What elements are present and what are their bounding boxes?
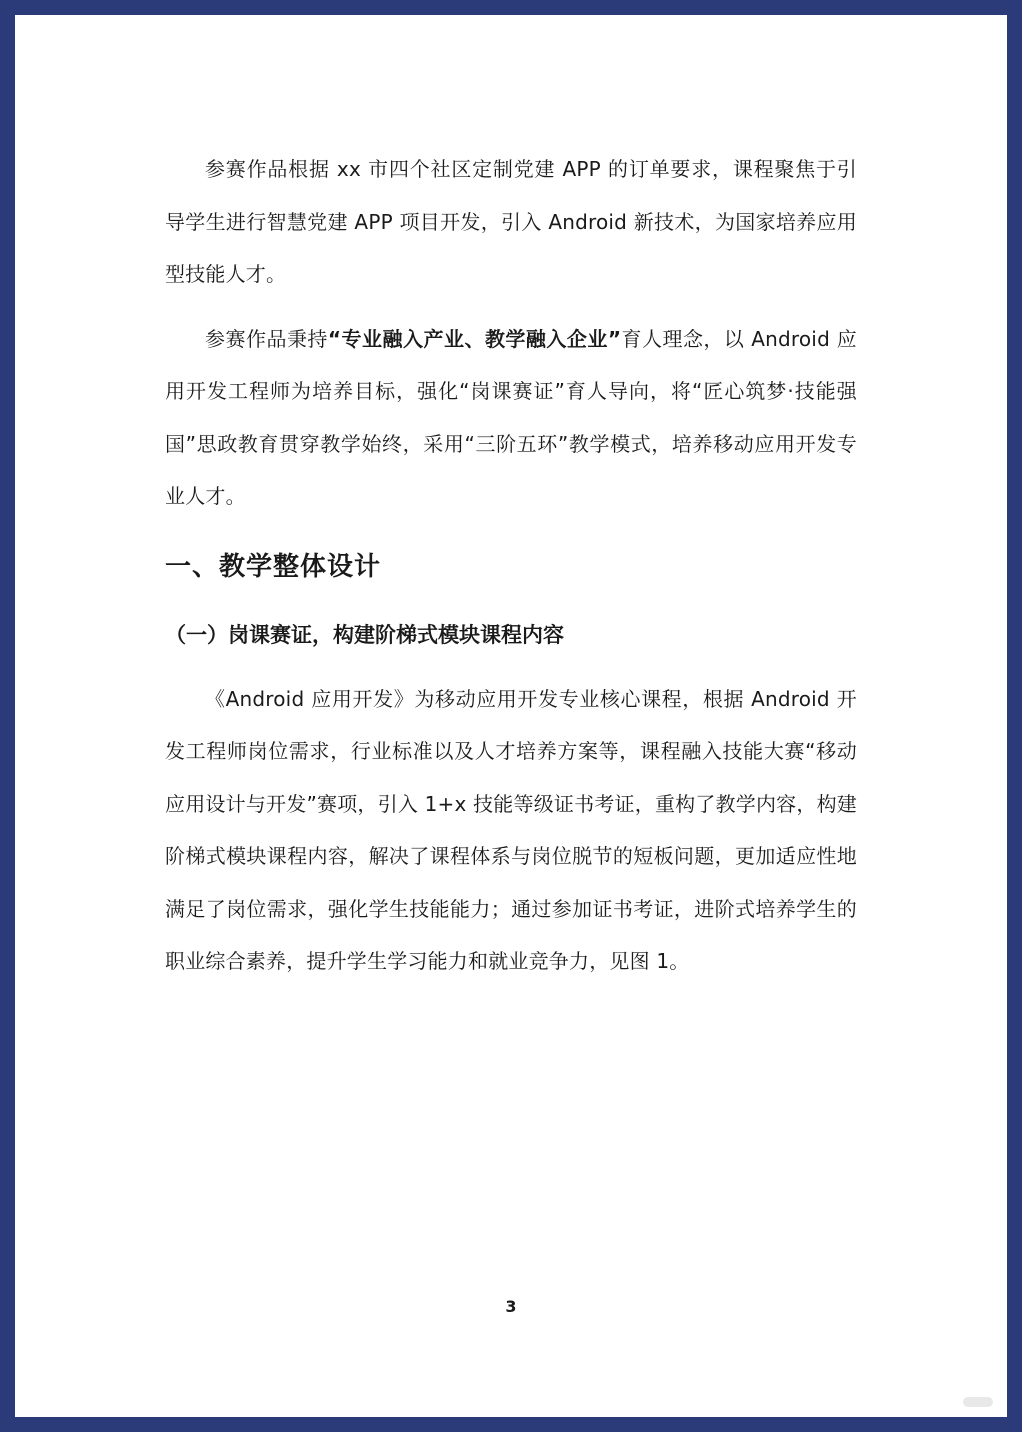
philosophy-rest-text: 育人理念，以 Android 应用开发工程师为培养目标，强化“岗课赛证”育人导向，将“匠心筑梦·技能强国”思政教育贯穿教学始终，采用“三阶五环”教学模式，培养移动应用开发专业人才。: [165, 326, 858, 508]
page-number: 3: [505, 1297, 517, 1316]
course-paragraph: 《Android 应用开发》为移动应用开发专业核心课程，根据 Android 开发工程师岗位需求，行业标准以及人才培养方案等，课程融入技能大赛“移动应用设计与开发”赛项，引入 1+x 技能等级证书考证，重构了教学内容，构建阶梯式模块课程内容，解决了课程体系与岗位脱节的短板问题，更加适应性地满足了岗位需求，强化学生技能能力；通过参加证书考证，进阶式培养学生的职业综合素养，提升学生学习能力和就业竞争力，见图 1。: [165, 686, 857, 973]
philosophy-paragraph: [165, 313, 857, 523]
section-heading: 一、教学整体设计: [165, 551, 382, 582]
intro-paragraph: 参赛作品根据 xx 市四个社区定制党建 APP 的订单要求，课程聚焦于引导学生进行智慧党建 APP 项目开发，引入 Android 新技术，为国家培养应用型技能人才。: [165, 157, 857, 286]
philosophy-bold-quote: “专业融入产业、教学融入企业”: [327, 326, 622, 351]
document-page: [15, 15, 1007, 1417]
subsection-heading: （一）岗课赛证，构建阶梯式模块课程内容: [165, 622, 564, 647]
philosophy-lead-text: 参赛作品秉持: [205, 326, 328, 351]
watermark-mark: [963, 1397, 993, 1407]
document-body: [165, 143, 857, 988]
